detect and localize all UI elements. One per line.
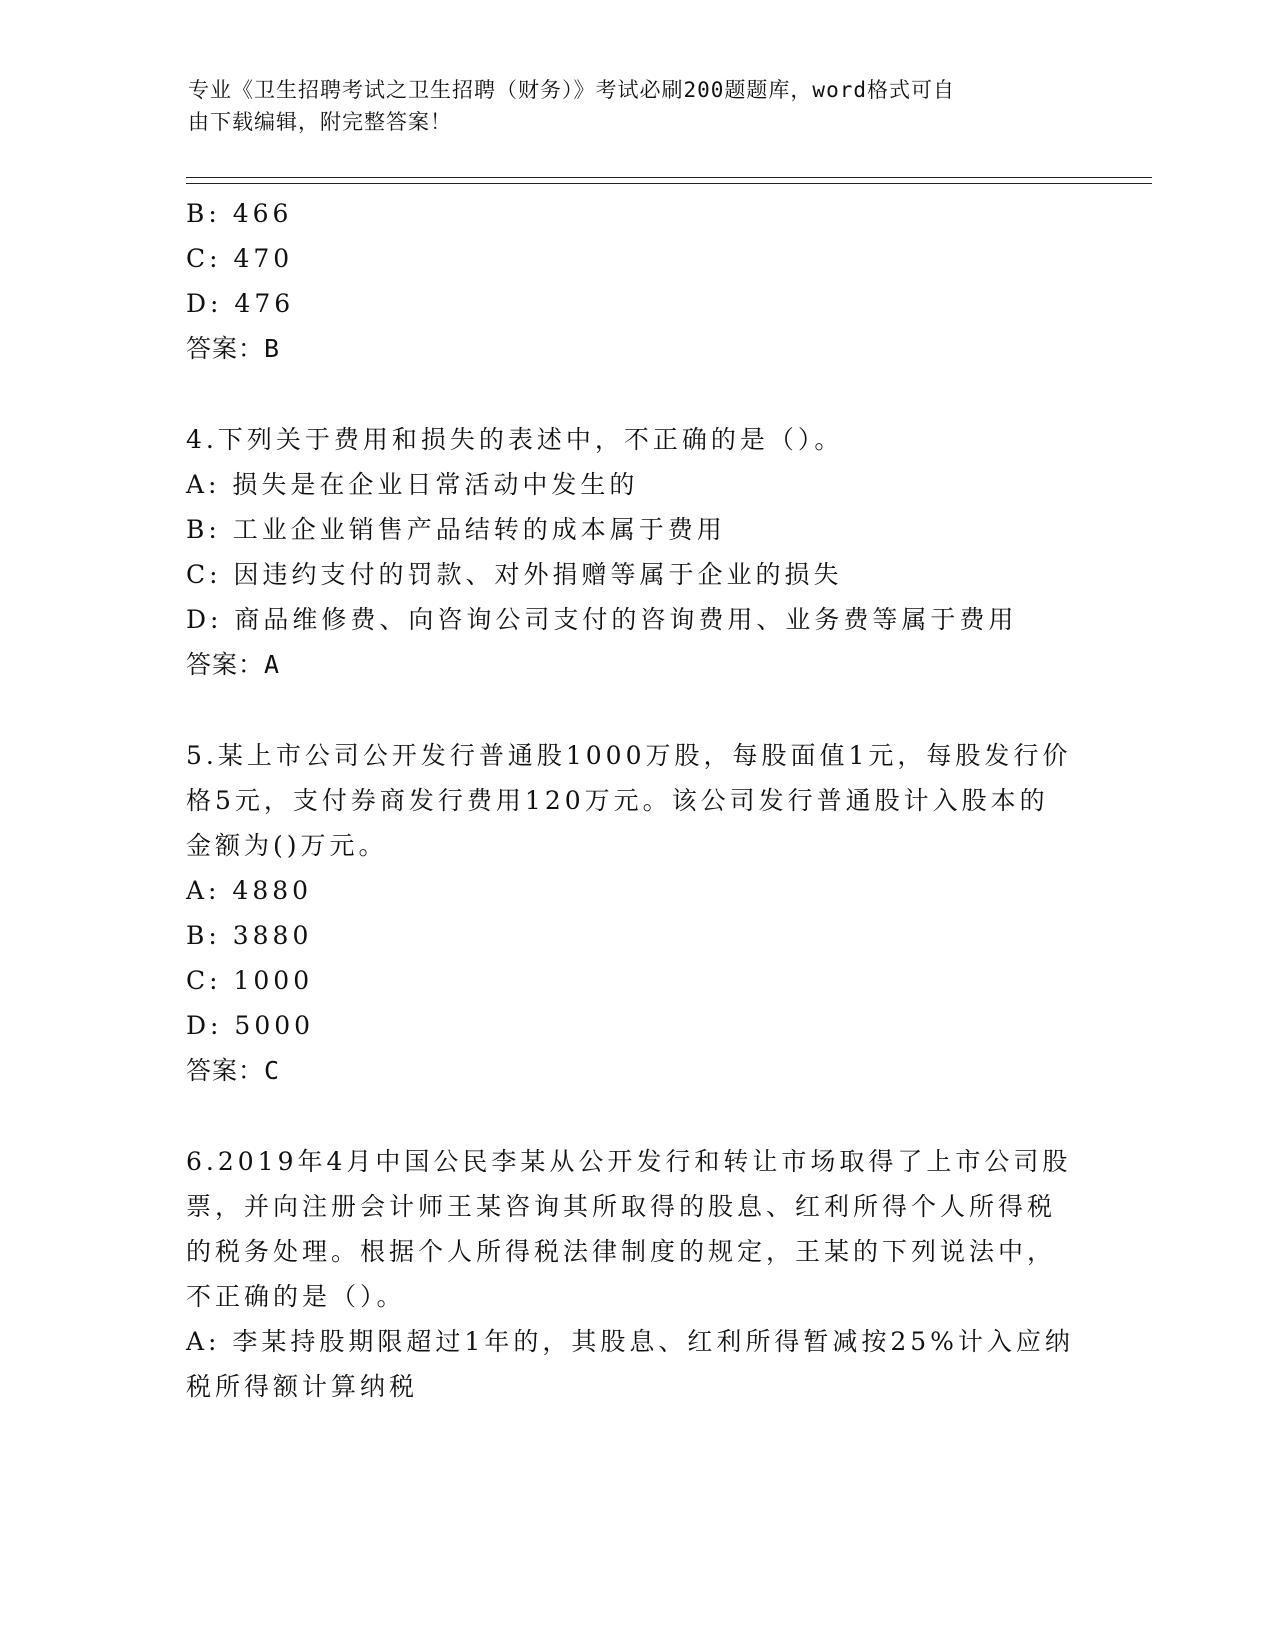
header-divider [186,177,1152,184]
question-6 [186,1139,1086,1409]
q4-answer: 答案：A [186,650,281,679]
q5-stem-line-2: 格5元，支付券商发行费用120万元。该公司发行普通股计入股本的 [186,786,1049,815]
q6-stem-line-4: 不正确的是（）。 [186,1282,406,1311]
header-line-2: 由下载编辑，附完整答案！ [188,110,452,134]
header-line-1: 专业《卫生招聘考试之卫生招聘（财务）》考试必刷200题题库，word格式可自 [188,78,955,102]
q5-option-d: D: 5000 [186,1011,315,1040]
q5-option-c: C: 1000 [186,966,314,995]
q5-option-b: B: 3880 [186,921,313,950]
q5-stem-line-1: 5.某上市公司公开发行普通股1000万股，每股面值1元，每股发行价 [186,741,1072,770]
q4-option-a: A: 损失是在企业日常活动中发生的 [186,470,639,499]
q5-option-a: A: 4880 [186,876,313,905]
spacer [186,1093,1086,1139]
q6-stem-line-3: 的税务处理。根据个人所得税法律制度的规定，王某的下列说法中， [186,1237,1057,1266]
q6-stem-line-2: 票，并向注册会计师王某咨询其所取得的股息、红利所得个人所得税 [186,1192,1057,1221]
q5-stem-line-3: 金额为()万元。 [186,831,388,860]
q3-option-b: B: 466 [186,199,293,228]
q6-option-a-line-1: A: 李某持股期限超过1年的，其股息、红利所得暂减按25%计入应纳 [186,1327,1074,1356]
q6-option-a-line-2: 税所得额计算纳税 [186,1372,419,1401]
question-3-continued [186,191,1086,371]
q3-option-d: D: 476 [186,289,295,318]
spacer [186,687,1086,733]
question-content [186,191,1086,1409]
question-4 [186,417,1086,687]
q4-option-d: D: 商品维修费、向咨询公司支付的咨询费用、业务费等属于费用 [186,605,1018,634]
spacer [186,371,1086,417]
q6-stem-line-1: 6.2019年4月中国公民李某从公开发行和转让市场取得了上市公司股 [186,1147,1072,1176]
q3-answer: 答案：B [186,334,281,363]
document-header [188,74,1068,138]
q4-option-c: C: 因违约支付的罚款、对外捐赠等属于企业的损失 [186,560,843,589]
q5-answer: 答案：C [186,1056,281,1085]
q4-option-b: B: 工业企业销售产品结转的成本属于费用 [186,515,726,544]
question-5 [186,733,1086,1093]
q4-stem: 4.下列关于费用和损失的表述中，不正确的是（）。 [186,425,844,454]
q3-option-c: C: 470 [186,244,294,273]
